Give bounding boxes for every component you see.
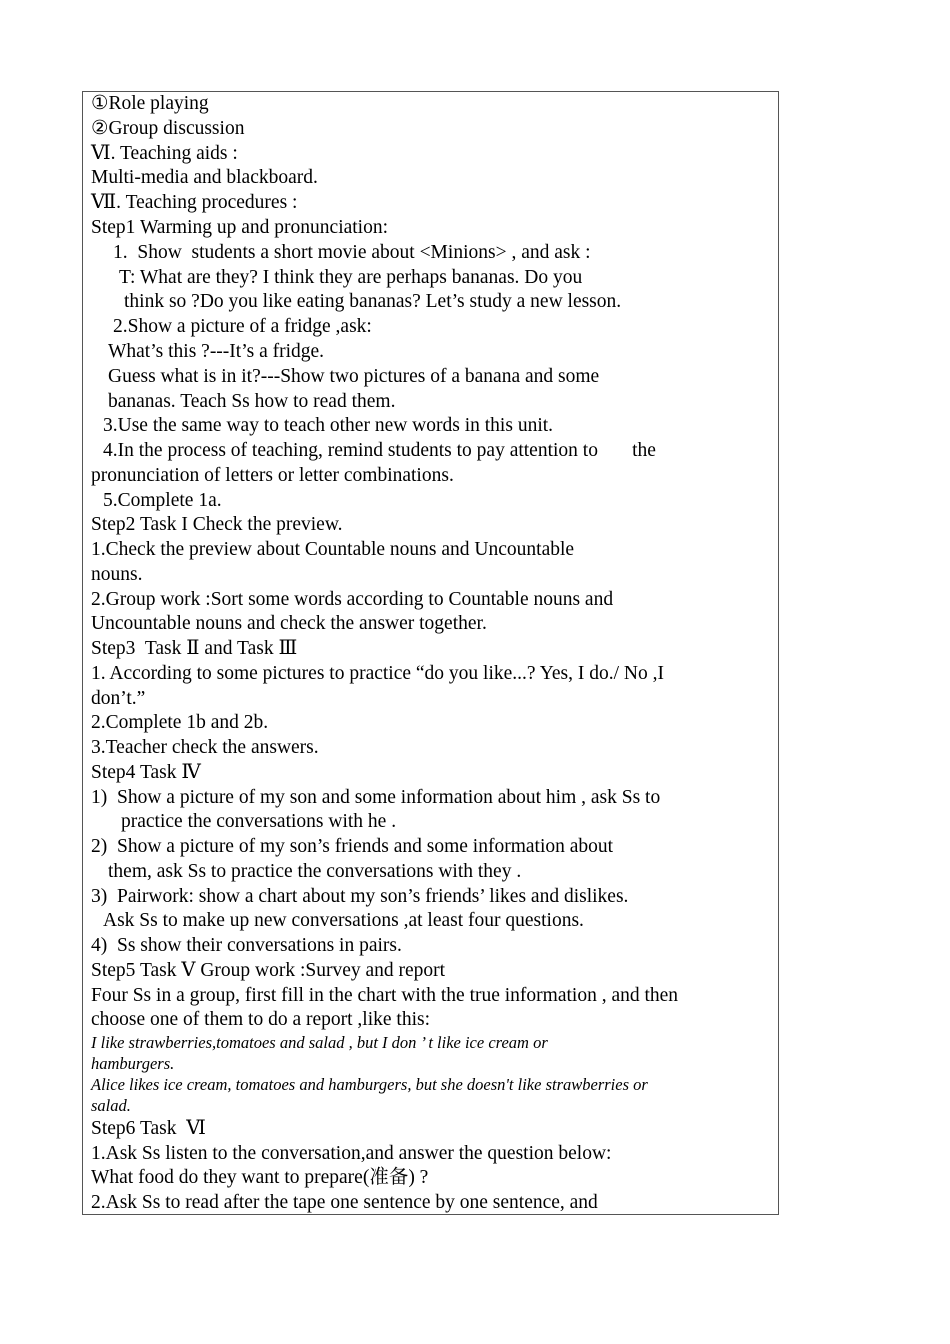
document-text-line: them, ask Ss to practice the conversations with they . [108,861,522,882]
document-text-line: 5.Complete 1a. [103,490,222,511]
document-text-line: practice the conversations with he . [121,811,397,832]
document-text-line: Ⅶ. Teaching procedures : [91,192,298,213]
document-text-line: 1.Ask Ss listen to the conversation,and answer the question below: [91,1143,612,1164]
document-text-line: What’s this ?---It’s a fridge. [108,341,325,362]
document-text-line: Four Ss in a group, first fill in the chart with the true information , and then [91,985,679,1006]
document-text-line: 2.Show a picture of a fridge ,ask: [113,316,372,337]
example-sentence-line: salad. [91,1096,131,1115]
document-text-line: ②Group discussion [91,118,245,139]
lesson-plan-table-cell [82,91,779,1215]
document-text-line: Ⅵ. Teaching aids : [91,143,238,164]
document-text-line: 1. According to some pictures to practice “do you like...? Yes, I do./ No ,I [91,663,664,684]
document-text-line: 2) Show a picture of my son’s friends and some information about [91,836,614,857]
document-text-line: 2.Ask Ss to read after the tape one sentence by one sentence, and [91,1192,598,1213]
document-text-line: 2.Complete 1b and 2b. [91,712,269,733]
document-text-line: don’t.” [91,688,146,709]
example-sentence-line: hamburgers. [91,1054,175,1073]
document-text-line: Step2 Task I Check the preview. [91,514,343,535]
document-text-line: Step3 Task Ⅱ and Task Ⅲ [91,638,298,659]
document-text-line: Step4 Task Ⅳ [91,762,201,783]
document-text-line: 4) Ss show their conversations in pairs. [91,935,402,956]
document-text-line: think so ?Do you like eating bananas? Let’s study a new lesson. [124,291,622,312]
example-sentence-line: I like strawberries,tomatoes and salad , but I don ’ t like ice cream or [91,1033,548,1052]
document-text-line: Guess what is in it?---Show two pictures of a banana and some [108,366,600,387]
document-text-line: ①Role playing [91,93,209,114]
document-text-line: choose one of them to do a report ,like this: [91,1009,431,1030]
document-text-line: Ask Ss to make up new conversations ,at least four questions. [103,910,584,931]
document-text-line: Uncountable nouns and check the answer together. [91,613,487,634]
document-text-line: 3.Teacher check the answers. [91,737,319,758]
document-text-line: 4.In the process of teaching, remind students to pay attention to the [103,440,656,461]
document-text-line: 1. Show students a short movie about <Minions> , and ask : [113,242,591,263]
document-text-line: 1.Check the preview about Countable nouns and Uncountable [91,539,575,560]
document-text-line: nouns. [91,564,143,585]
document-text-line: pronunciation of letters or letter combinations. [91,465,454,486]
document-text-line: Step6 Task Ⅵ [91,1118,206,1139]
document-text-line: 2.Group work :Sort some words according to Countable nouns and [91,589,614,610]
document-text-line: Step1 Warming up and pronunciation: [91,217,389,238]
document-text-line: 3) Pairwork: show a chart about my son’s friends’ likes and dislikes. [91,886,629,907]
document-text-line: 1) Show a picture of my son and some information about him , ask Ss to [91,787,661,808]
document-text-line: Multi-media and blackboard. [91,167,318,188]
document-text-line: Step5 Task Ⅴ Group work :Survey and report [91,960,446,981]
document-text-line: 3.Use the same way to teach other new words in this unit. [103,415,554,436]
example-sentence-line: Alice likes ice cream, tomatoes and hamburgers, but she doesn't like strawberries or [91,1075,648,1094]
document-text-line: bananas. Teach Ss how to read them. [108,391,396,412]
document-text-line: What food do they want to prepare(准备) ? [91,1167,429,1188]
document-text-line: T: What are they? I think they are perhaps bananas. Do you [119,267,583,288]
